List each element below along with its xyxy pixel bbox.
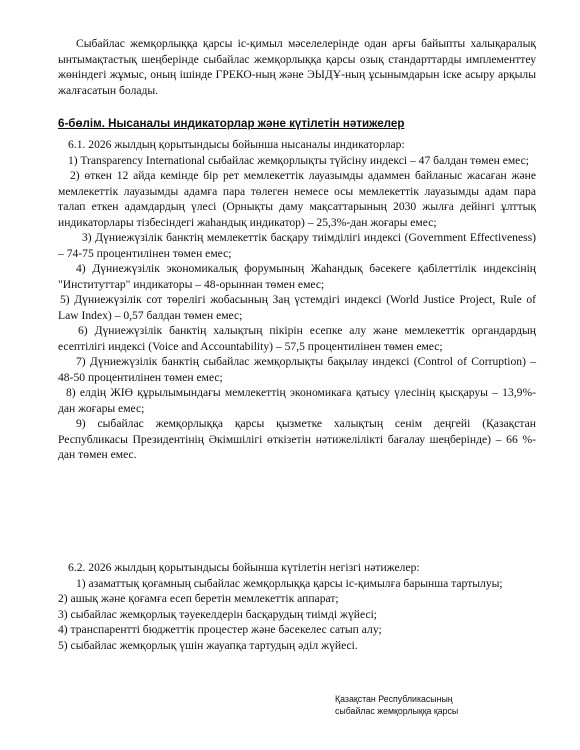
expected-results <box>58 560 536 653</box>
target-item-6: 6) Дүниежүзілік банктің халықтың пікірін есепке алу және мемлекеттік органдардың есептілігі индексі (Voice and Accountability) – 57,5 процентилінен төмен емес; <box>58 324 536 353</box>
result-item-5: 5) сыбайлас жемқорлық үшін жауапқа тартудың әділ жүйесі. <box>58 638 358 652</box>
result-item-1: 1) азаматтық қоғамның сыбайлас жемқорлыққа қарсы іс-қимылға барынша тартылуы; <box>76 576 503 590</box>
target-indicators <box>58 137 536 463</box>
targets-lead: 6.1. 2026 жылдың қорытындысы бойынша нысаналы индикаторлар: <box>68 138 405 151</box>
section-heading: 6-бөлім. Нысаналы индикаторлар және күтілетін нәтижелер <box>58 117 405 130</box>
target-item-9: 9) сыбайлас жемқорлыққа қарсы қызметке халықтың сенім деңгейі (Қазақстан Республикасы Президентінің Әкімшілігі өткізетін нәтижелілікті бағалау шеңберінде) – 66 %-дан төмен емес. <box>58 417 536 461</box>
target-item-3: 3) Дүниежүзілік банктің мемлекеттік басқару тиімділігі индексі (Government Effectiveness) – 74-75 процентилінен төмен емес; <box>58 231 536 260</box>
result-item-4: 4) транспаренттi бюджеттік процестер және бәсекелес сатып алу; <box>58 623 382 636</box>
results-lead: 6.2. 2026 жылдың қорытындысы бойынша күтілетін негізгі нәтижелер: <box>68 561 420 574</box>
target-item-5: 5) Дүниежүзілік сот төрелігі жобасының Заң үстемдігі индексі (World Justice Project, Rule of Law Index) – 0,57 балдан төмен емес; <box>58 293 536 322</box>
intro-paragraph: Сыбайлас жемқорлыққа қарсы іс-қимыл мәселелерінде одан арғы байыпты халықаралық ынтымақтастық шеңберінде сыбайлас жемқорлыққа қарсы озық стандарттарды имплементтеу жөніндегі жұмыс, оның ішінде ГРЕКО-ның және ЭЫДҰ-ның ұсынымдарын іске асыру арқылы жалғасатын болады. <box>58 37 536 97</box>
target-item-7: 7) Дүниежүзілік банктің сыбайлас жемқорлықты бақылау индексі (Control of Corruption) – 48-50 процентилінен төмен емес; <box>58 355 536 384</box>
footer-line-2: сыбайлас жемқорлыққа қарсы <box>335 706 459 716</box>
result-item-3: 3) сыбайлас жемқорлық тәуекелдерін басқарудың тиімді жүйесі; <box>58 607 378 621</box>
footer-line-1: Қазақстан Республикасының <box>335 694 453 704</box>
target-item-1: 1) Transparency International сыбайлас жемқорлықты түйсіну индексі – 47 балдан төмен емес; <box>68 153 529 167</box>
target-item-4: 4) Дүниежүзілік экономикалық форумының Жаһандық бәсекеге қабілеттілік индексінің "Институттар" индикаторы – 48-орыннан төмен емес; <box>58 262 536 291</box>
target-item-8: 8) елдің ЖІӨ құрылымындағы мемлекеттің экономикаға қатысу үлесінің қысқаруы – 13,9%-дан жоғары емес; <box>58 386 536 415</box>
footer-note <box>335 693 535 717</box>
result-item-2: 2) ашық және қоғамға есеп беретін мемлекеттік аппарат; <box>58 592 339 605</box>
target-item-2: 2) өткен 12 айда кемінде бір рет мемлекеттік лауазымды адаммен байланыс жасаған және мемлекеттік лауазымды адамға пара төлеген немесе осы мемлекеттік лауазымды адам пара талап еткен адамдардың үлесі (Орнықты даму мақсаттарының 2030 жылға дейінгі ұлттық индикаторлары тізбесіндегі жаһандық индикатор) – 25,3%-дан жоғары емес; <box>58 169 536 229</box>
